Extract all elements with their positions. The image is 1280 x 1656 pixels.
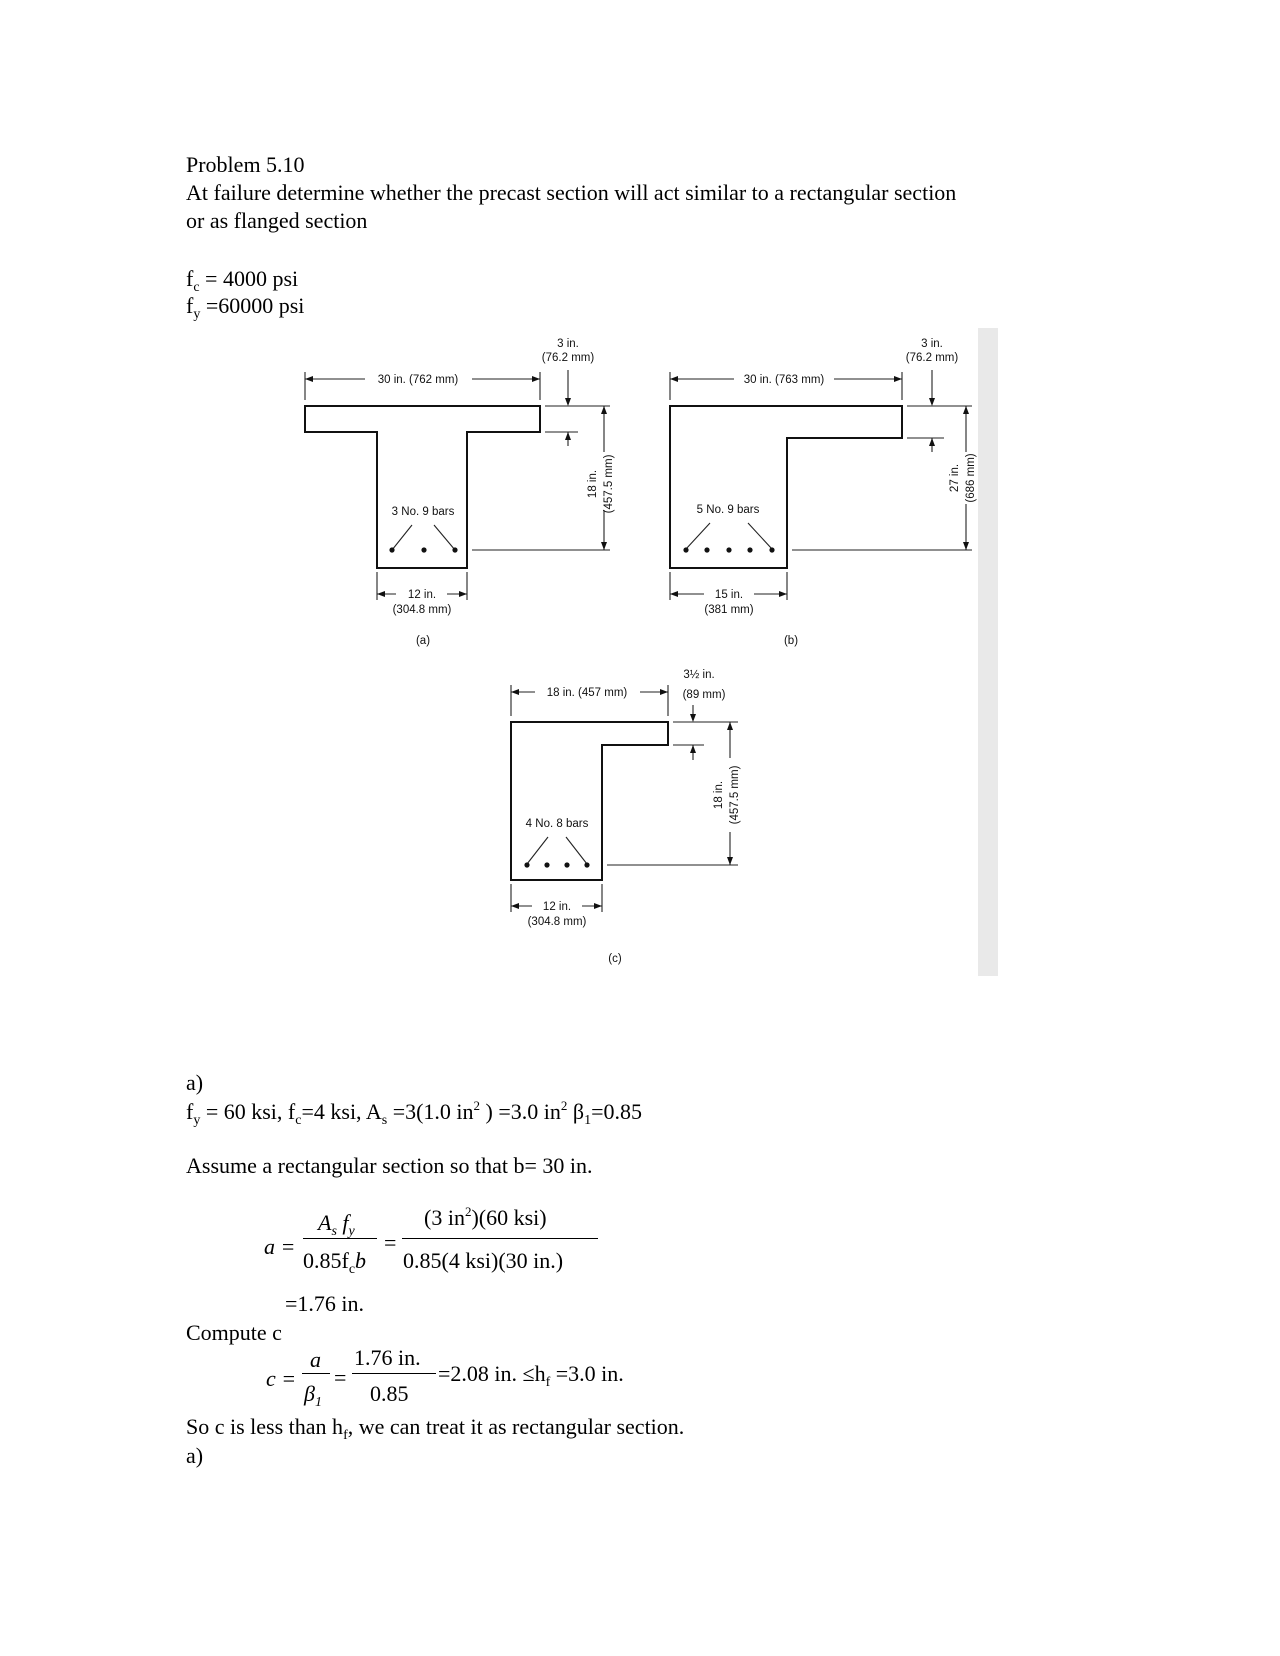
equation-a-frac-line-2 xyxy=(402,1238,598,1239)
section-c-bars-label: 4 No. 8 bars xyxy=(525,818,589,830)
section-c-top-dim: 18 in. (457 mm) xyxy=(546,687,628,699)
part-a-label: a) xyxy=(186,1070,204,1095)
equation-a-den1: $0.85f_cb$ xyxy=(303,1248,367,1277)
section-b-caption: (b) xyxy=(783,635,799,647)
equation-c-frac-line-2 xyxy=(352,1373,436,1374)
equation-c-den2: 0.85 xyxy=(370,1381,409,1406)
section-c-web-dim-2: (304.8 mm) xyxy=(527,916,587,928)
problem-statement-line-1: At failure determine whether the precast section will act similar to a rectangular section xyxy=(186,180,957,205)
next-part-label: a) xyxy=(186,1443,204,1468)
equation-a-den2: 0.85(4 ksi)(30 in.) xyxy=(403,1248,564,1273)
section-a-caption: (a) xyxy=(415,635,431,647)
equation-c-num1: a xyxy=(310,1347,321,1372)
section-a-web-dim-1: 12 in. xyxy=(407,589,437,601)
section-a-bars-label: 3 No. 9 bars xyxy=(391,506,455,518)
equation-c-frac-line-1 xyxy=(302,1373,330,1374)
section-c-caption: (c) xyxy=(608,953,622,965)
equation-c-den1: $\beta_1$ xyxy=(304,1381,322,1410)
given-fc: $f_c = 4000$ psi xyxy=(186,266,299,295)
section-c xyxy=(511,669,741,965)
conclusion-text: So c is less than $h_f$, we can treat it as rectangular section. xyxy=(186,1414,685,1443)
compute-c-heading: Compute c xyxy=(186,1320,282,1345)
section-c-flange-dim-2: (89 mm) xyxy=(682,689,726,701)
section-a xyxy=(305,338,615,647)
equation-a-frac-line-1 xyxy=(303,1238,377,1239)
part-a-givens-line: $f_y = 60$ ksi, $f_c=4$ ksi, $A_s =3(1.0$ $in^2$ ) =3.0 $in^2$ $\beta_1=0.85$ xyxy=(186,1098,643,1128)
section-b-depth-2: (686 mm) xyxy=(965,453,977,503)
section-a-web-dim-2: (304.8 mm) xyxy=(392,604,452,616)
equation-c-rhs: =2.08 in. $\le h_f =3.0$ in. xyxy=(438,1361,624,1390)
equation-c-num2: 1.76 in. xyxy=(354,1345,421,1370)
equation-a-lhs: a = xyxy=(264,1234,296,1259)
scan-edge-shadow xyxy=(978,328,998,976)
section-c-outline xyxy=(511,722,668,880)
section-c-depth-1: 18 in. xyxy=(713,780,725,810)
section-b-bars-label: 5 No. 9 bars xyxy=(696,504,760,516)
section-b-web-dim-2: (381 mm) xyxy=(704,604,754,616)
result-a: =1.76 in. xyxy=(285,1291,365,1316)
section-b-flange-dim-2: (76.2 mm) xyxy=(905,352,959,364)
section-a-flange-dim-2: (76.2 mm) xyxy=(541,352,595,364)
section-c-depth-2: (457.5 mm) xyxy=(729,765,741,825)
equation-c-equals: = xyxy=(334,1365,347,1390)
section-b-top-dim: 30 in. (763 mm) xyxy=(743,374,825,386)
section-c-web-dim-1: 12 in. xyxy=(542,901,572,913)
equation-c-lhs: c = xyxy=(266,1366,297,1391)
equation-a-num1: $A_s$ $f_y$ xyxy=(318,1210,355,1239)
given-fy: $f_y =60000$ psi xyxy=(186,293,305,322)
equation-a-equals: = xyxy=(384,1230,397,1255)
section-a-depth-2: (457.5 mm) xyxy=(603,454,615,514)
assumption-text: Assume a rectangular section so that b= 30 in. xyxy=(186,1153,593,1178)
section-c-flange-dim-1: 3½ in. xyxy=(683,669,715,681)
equation-a-num2: (3 $in^2)(60$ ksi) xyxy=(424,1204,547,1230)
problem-title: Problem 5.10 xyxy=(186,152,305,177)
section-b-web-dim-1: 15 in. xyxy=(714,589,744,601)
section-a-outline xyxy=(305,406,540,568)
section-b xyxy=(670,338,977,647)
section-b-outline xyxy=(670,406,902,568)
section-b-depth-1: 27 in. xyxy=(949,463,961,493)
section-a-flange-dim-1: 3 in. xyxy=(557,338,579,350)
problem-statement-line-2: or as flanged section xyxy=(186,208,368,233)
section-a-depth-1: 18 in. xyxy=(587,469,599,499)
section-a-top-dim: 30 in. (762 mm) xyxy=(377,374,459,386)
section-b-flange-dim-1: 3 in. xyxy=(921,338,943,350)
